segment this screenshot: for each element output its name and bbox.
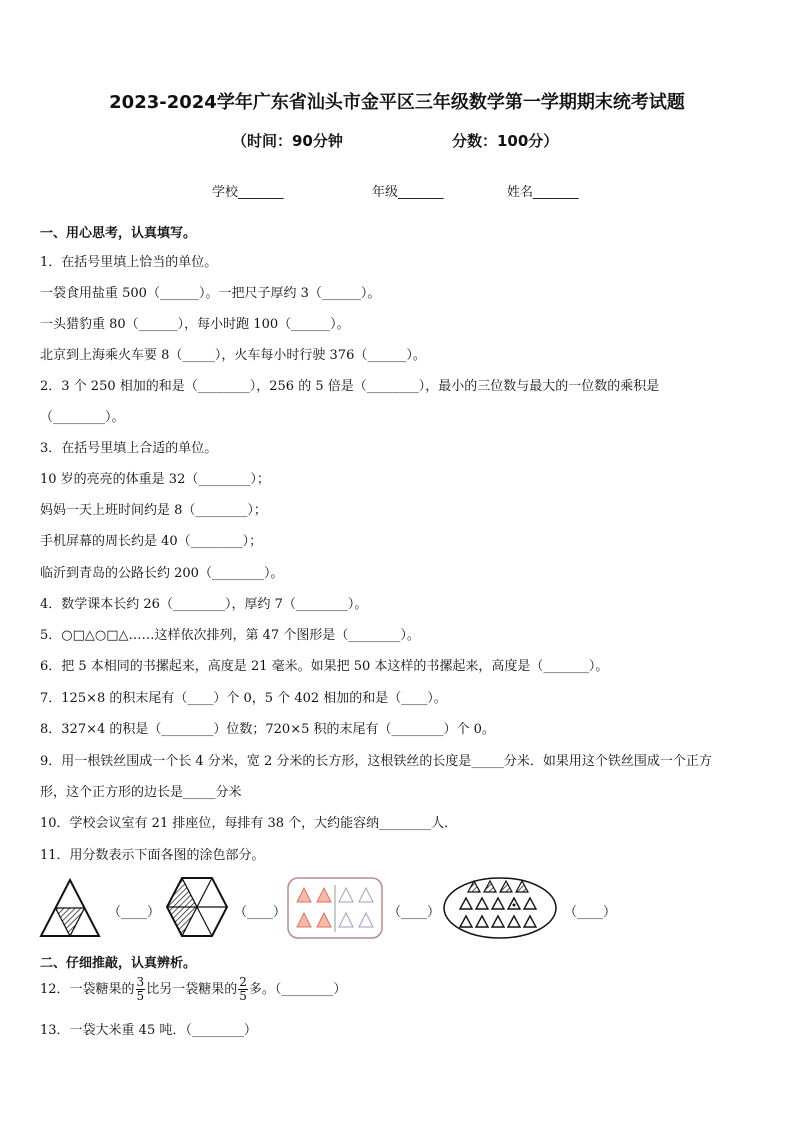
school-field: 学校_______ [212, 185, 284, 200]
question-line: 13．一袋大米重 45 吨．（________） [40, 1023, 257, 1038]
question-text: 12．一袋糖果的 [40, 982, 135, 997]
question-line: 2．3 个 250 相加的和是（________），256 的 5 倍是（________），最小的三位数与最大的一位数的乘积是 [40, 379, 660, 394]
question-line: 11．用分数表示下面各图的涂色部分。 [40, 848, 265, 863]
question-line: 3．在括号里填上合适的单位。 [40, 441, 218, 456]
question-text: 比另一袋糖果的 [146, 982, 238, 997]
hexagon-figure [164, 876, 230, 938]
time-limit: （时间：90分钟 [232, 132, 343, 150]
question-line: 手机屏幕的周长约是 40（________）； [40, 534, 263, 549]
question-line: 一袋食用盐重 500（______）。一把尺子厚约 3（______）。 [40, 286, 381, 301]
answer-blank: （____） [108, 905, 161, 920]
question-line: 8．327×4 的积是（________）位数；720×5 积的末尾有（________）个 0。 [40, 722, 495, 737]
question-line: 临沂到青岛的公路长约 200（________）。 [40, 566, 284, 581]
page-title: 2023-2024学年广东省汕头市金平区三年级数学第一学期期末统考试题 [109, 92, 685, 113]
total-score: 分数：100分） [452, 132, 559, 150]
answer-blank: （____） [564, 905, 617, 920]
answer-blank: （____） [234, 905, 287, 920]
numerator: 2 [239, 975, 247, 989]
question-line: 5．○□△○□△……这样依次排列，第 47 个图形是（________）。 [40, 628, 420, 643]
question-line: 7．125×8 的积末尾有（____）个 0，5 个 402 相加的和是（____）。 [40, 691, 447, 706]
question-line: 4．数学课本长约 26（________），厚约 7（________）。 [40, 597, 368, 612]
triangle-figure [38, 877, 102, 939]
question-line: 形，这个正方形的边长是_____分米 [40, 785, 242, 800]
denominator: 5 [136, 989, 145, 1003]
answer-blank: （____） [388, 905, 441, 920]
grade-field: 年级_______ [372, 185, 444, 200]
question-text: 多。（________） [248, 982, 347, 997]
numerator: 3 [136, 975, 145, 989]
question-line: 妈妈一天上班时间约是 8（________）； [40, 503, 267, 518]
ellipse-triangles-figure [442, 876, 558, 940]
question-line: （________）。 [40, 410, 125, 425]
question-line: 6．把 5 本相同的书摞起来，高度是 21 毫米。如果把 50 本这样的书摞起来，高度是（_______）。 [40, 659, 609, 674]
section-heading: 一、用心思考，认真填写。 [40, 226, 197, 241]
question-line: 10．学校会议室有 21 排座位，每排有 38 个，大约能容纳________人． [40, 816, 458, 831]
question-line: 9．用一根铁丝围成一个长 4 分米，宽 2 分米的长方形，这根铁丝的长度是_____分米．如果用这个铁丝围成一个正方 [40, 754, 712, 769]
question-line: 1．在括号里填上恰当的单位。 [40, 255, 218, 270]
section-heading: 二、仔细推敲，认真辨析。 [40, 956, 197, 971]
name-field: 姓名_______ [507, 185, 579, 200]
fraction [136, 976, 146, 1003]
question-line: 北京到上海乘火车要 8（_____），火车每小时行驶 376（______）。 [40, 348, 426, 363]
denominator: 5 [239, 989, 247, 1003]
question-line [40, 976, 346, 1003]
question-line: 10 岁的亮亮的体重是 32（________）； [40, 472, 270, 487]
question-line: 一头猎豹重 80（______），每小时跑 100（______）。 [40, 317, 350, 332]
triangles-grid-figure [287, 877, 383, 939]
fraction [238, 976, 248, 1003]
